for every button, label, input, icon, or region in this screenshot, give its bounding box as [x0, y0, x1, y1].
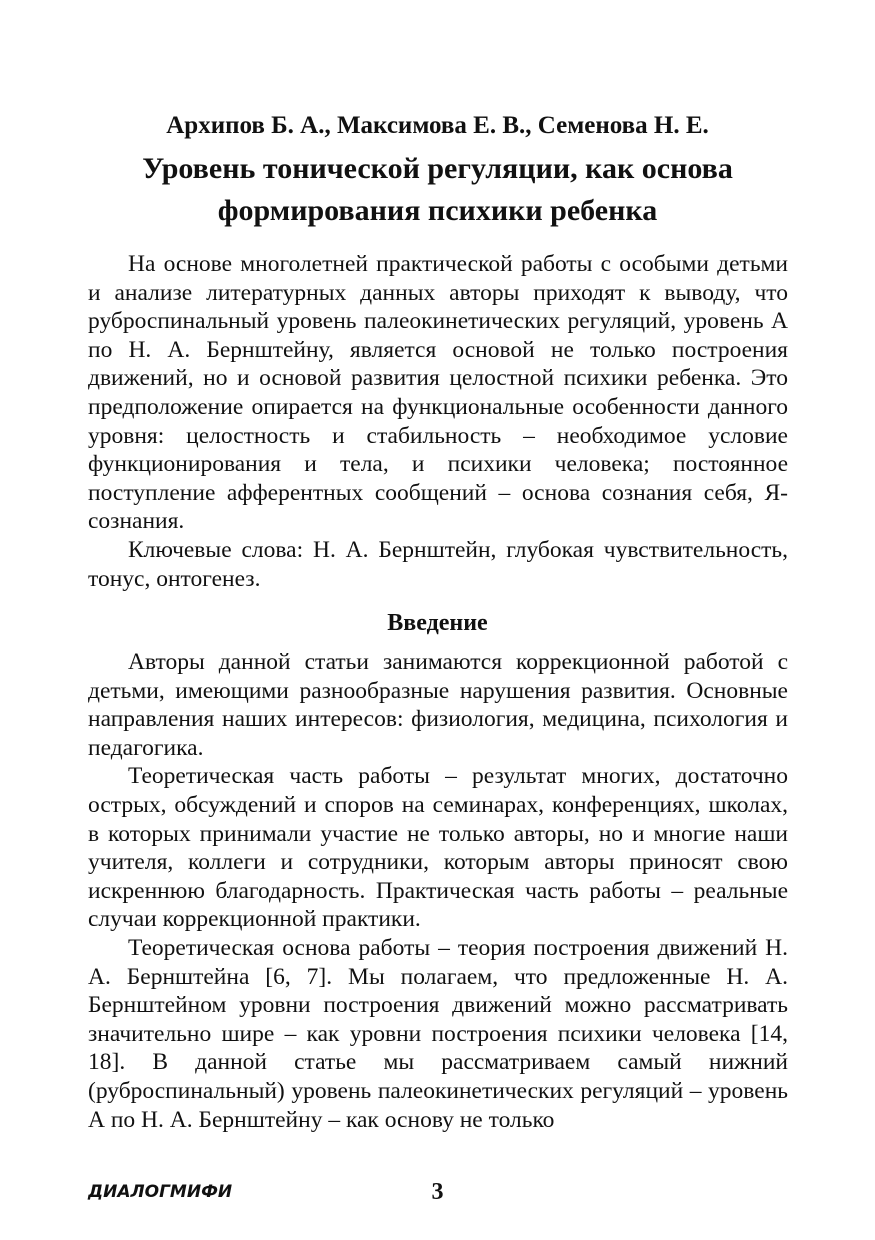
- introduction-paragraph: Авторы данной статьи занимаются коррекционной работой с детьми, имеющими разнообразные нарушения развития. Основные направления наших интересов: физиология, медицина, психология и педагогика.: [88, 649, 788, 761]
- introduction-paragraph: Теоретическая основа работы – теория построения движений Н. А. Бернштейна [6, 7]. Мы полагаем, что предложенные Н. А. Бернштейном уровни построения движений можно рассматривать значительно шире – как уровни построения психики человека [14, 18]. В данной статье мы рассматриваем самый нижний (руброспинальный) уровень палеокинетических регуляций – уровень А по Н. А. Бернштейну – как основу не только: [88, 934, 788, 1133]
- introduction-section: [88, 648, 788, 1134]
- keywords-paragraph: Ключевые слова: Н. А. Бернштейн, глубокая чувствительность, тонус, онтогенез.: [88, 536, 788, 592]
- publisher-logo: ДИАЛОГМИФИ: [88, 1182, 233, 1202]
- article-title-line-2: формирования психики ребенка: [217, 194, 658, 227]
- section-heading-introduction: Введение: [387, 610, 488, 636]
- abstract-paragraph: На основе многолетней практической работы с особыми детьми и анализе литературных данных авторы приходят к выводу, что руброспинальный уровень палеокинетических регуляций, уровень А по Н. А. Бернштейну, является основой не только построения движений, но и основой развития целостной психики ребенка. Это предположение опирается на функциональные особенности данного уровня: целостность и стабильность – необходимое условие функционирования и тела, и психики человека; постоянное поступление афферентных сообщений – основа сознания себя, Я-сознания.: [88, 251, 788, 535]
- article-title-line-1: Уровень тонической регуляции, как основа: [142, 152, 733, 185]
- abstract-section: [88, 250, 788, 593]
- page-number: 3: [431, 1179, 444, 1205]
- article-authors: Архипов Б. А., Максимова Е. В., Семенова Н. Е.: [166, 112, 709, 139]
- introduction-paragraph: Теоретическая часть работы – результат многих, достаточно острых, обсуждений и споров на семинарах, конференциях, школах, в которых принимали участие не только авторы, но и многие наши учителя, коллеги и сотрудники, которым авторы приносят свою искреннюю благодарность. Практическая часть работы – реальные случаи коррекционной практики.: [88, 763, 788, 933]
- article-title: [0, 148, 875, 232]
